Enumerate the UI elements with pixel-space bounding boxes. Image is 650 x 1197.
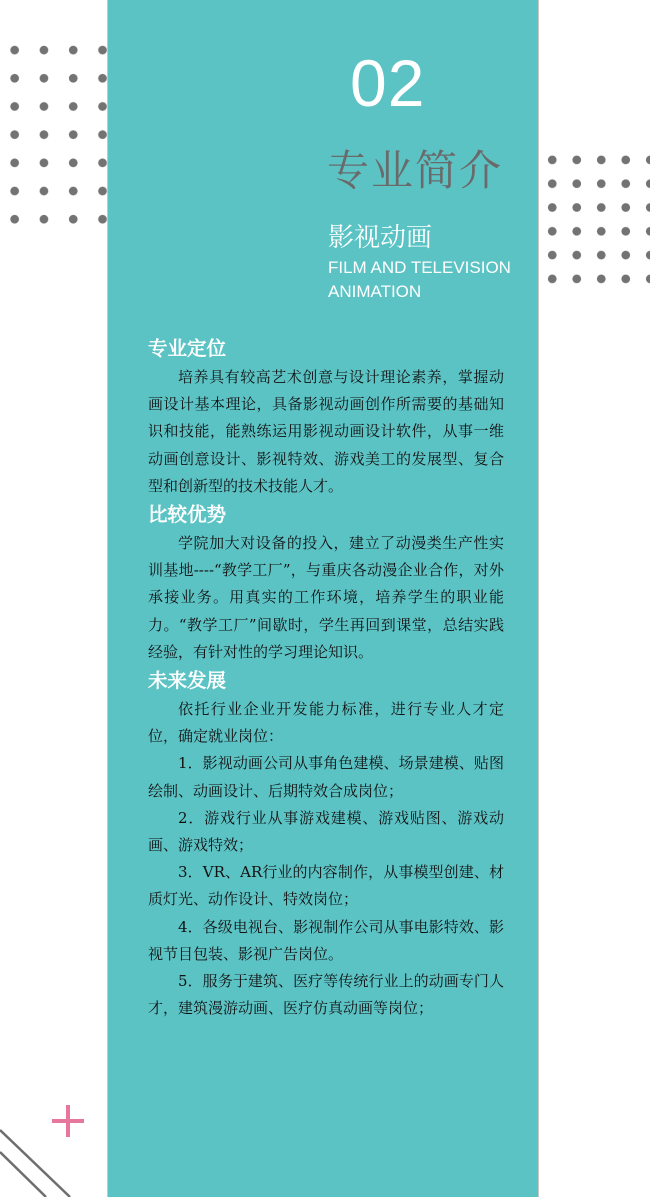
list-item: 1．影视动画公司从事角色建模、场景建模、贴图绘制、动画设计、后期特效合成岗位； [148,754,504,800]
diagonal-lines-decoration [0,1120,110,1197]
list-item: 4．各级电视台、影视制作公司从事电影特效、影视节目包装、影视广告岗位。 [148,917,504,963]
list-item: 2．游戏行业从事游戏建模、游戏贴图、游戏动画、游戏特效； [148,808,504,855]
decorative-dot-grid-right [540,148,650,298]
section-number: 02 [350,46,426,120]
list-item: 3．VR、AR行业的内容制作，从事模型创建、材质灯光、动作设计、特效岗位； [148,863,504,909]
section-paragraph: 学院加大对设备的投入，建立了动漫类生产性实训基地----“教学工厂”，与重庆各动漫企业合作，对外承接业务。用真实的工作环境，培养学生的职业能力。“教学工厂”间歇时，学生再回到课堂，总结实践经验，有针对性的学习理论知识。 [148,534,504,661]
major-name-cn: 影视动画 [328,223,433,253]
category-title: 专业简介 [327,146,504,195]
list-item: 5．服务于建筑、医疗等传统行业上的动画专门人才，建筑漫游动画、医疗仿真动画等岗位； [148,972,504,1018]
major-name-en [328,256,538,304]
section-heading-future: 未来发展 [148,669,227,693]
major-name-en-line1: FILM AND TELEVISION [328,258,511,277]
section-heading-positioning: 专业定位 [148,337,227,360]
section-heading-advantages: 比较优势 [148,503,227,527]
section-paragraph: 培养具有较高艺术创意与设计理论素养，掌握动画设计基本理论，具备影视动画创作所需要的基础知识和技能，能熟练运用影视动画设计软件，从事一维动画创意设计、影视特效、游戏美工的发展型、复合型和创新型的技术技能人才。 [148,368,504,495]
section-paragraph: 依托行业企业开发能力标准，进行专业人才定位，确定就业岗位： [148,700,504,746]
major-name-en-line2: ANIMATION [328,282,422,301]
description-body [148,334,504,1022]
